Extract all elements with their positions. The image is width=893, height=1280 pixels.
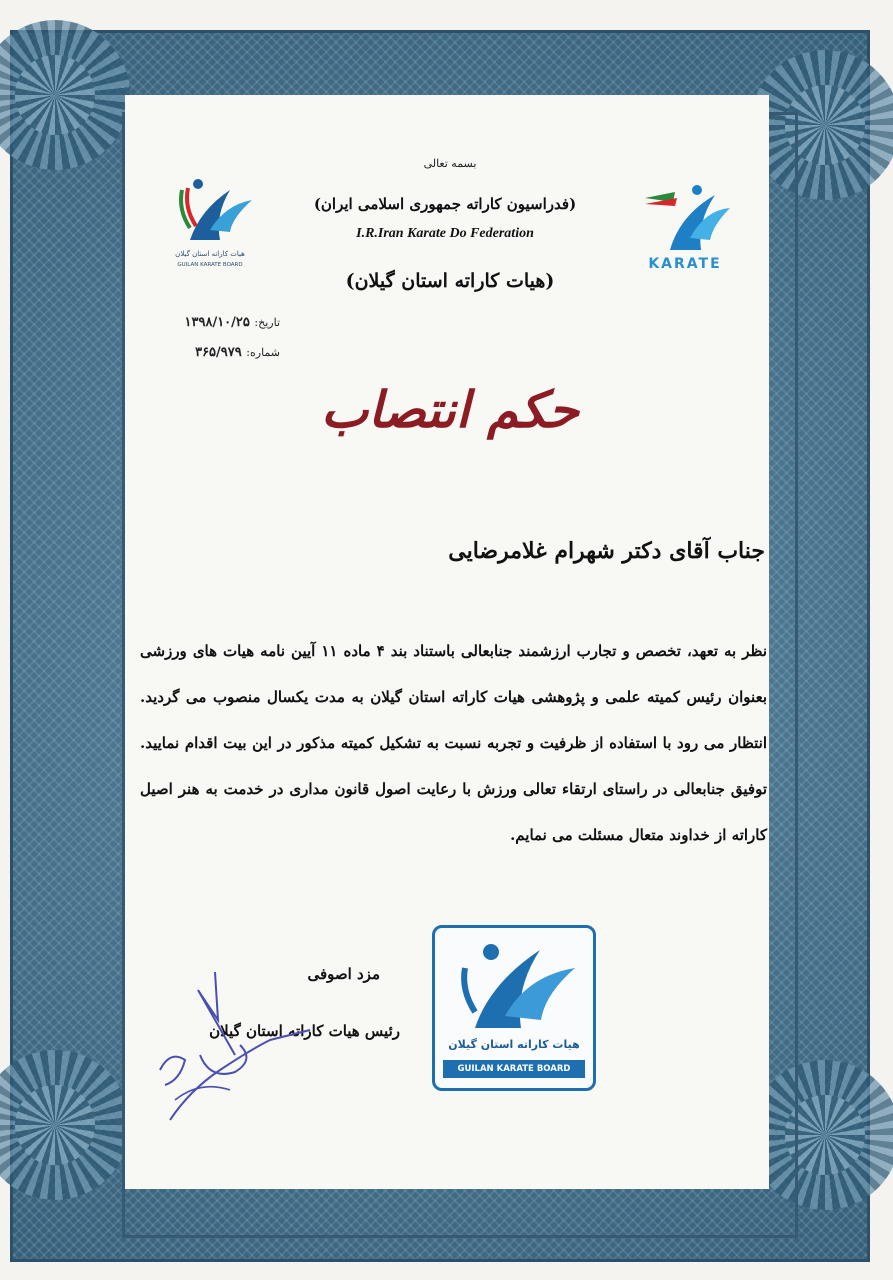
addressee: جناب آقای دکتر شهرام غلامرضایی xyxy=(448,538,765,564)
guilan-board-logo-caption-en: GUILAN KARATE BOARD xyxy=(177,262,243,268)
certificate-body: نظر به تعهد، تخصص و تجارب ارزشمند جنابعالی باستناد بند ۴ ماده ۱۱ آیین نامه هیات های ورزشی بعنوان رئیس کمیته علمی و پژوهشی هیات کاراته استان گیلان به مدت یکسال منصوب می گردید. انتظار می رود با استفاده از ظرفیت و تجربه نسبت به تشکیل کمیته مذکور در این بیت اقدام نمایید. توفیق جنابعالی در راستای ارتقاء تعالی ورزش با رعایت اصول قانون مداری در خدمت به هنر اصیل کاراته از خداوند متعال مسئلت می نمایم. xyxy=(140,642,768,844)
guilan-board-logo xyxy=(160,170,260,280)
board-stamp xyxy=(432,925,596,1091)
board-stamp-icon xyxy=(435,928,587,1036)
federation-name-en: I.R.Iran Karate Do Federation xyxy=(356,226,534,241)
certificate-title: حکم انتصاب xyxy=(321,380,579,439)
guilan-board-logo-caption-fa: هیات کاراته استان گیلان xyxy=(175,250,245,258)
karate-federation-logo-caption: KARATE xyxy=(648,256,722,272)
federation-name-fa: (فدراسیون کاراته جمهوری اسلامی ایران) xyxy=(313,195,577,213)
date-line xyxy=(150,315,280,330)
handwritten-signature xyxy=(140,960,400,1150)
signer-title: رئیس هیات کاراته استان گیلان xyxy=(209,1022,400,1040)
karate-federation-logo xyxy=(635,180,735,280)
number-line xyxy=(150,345,280,360)
number-value: ۳۶۵/۹۷۹ xyxy=(195,345,242,360)
guilan-board-logo-icon xyxy=(160,170,260,250)
number-label: شماره: xyxy=(246,346,280,359)
karate-federation-logo-icon xyxy=(635,180,735,256)
invocation-text: بسمه تعالی xyxy=(423,157,477,170)
date-value: ۱۳۹۸/۱۰/۲۵ xyxy=(184,315,250,330)
signer-name: مزد اصوفی xyxy=(307,965,380,983)
date-label: تاریخ: xyxy=(254,316,280,329)
corner-rosette-bottom-left xyxy=(0,1050,130,1200)
stamp-caption-fa: هیات کاراته استان گیلان xyxy=(448,1038,580,1051)
corner-rosette-top-left xyxy=(0,20,130,170)
board-name-fa: (هیات کاراته استان گیلان) xyxy=(345,270,555,292)
stamp-caption-en: GUILAN KARATE BOARD xyxy=(443,1060,585,1078)
